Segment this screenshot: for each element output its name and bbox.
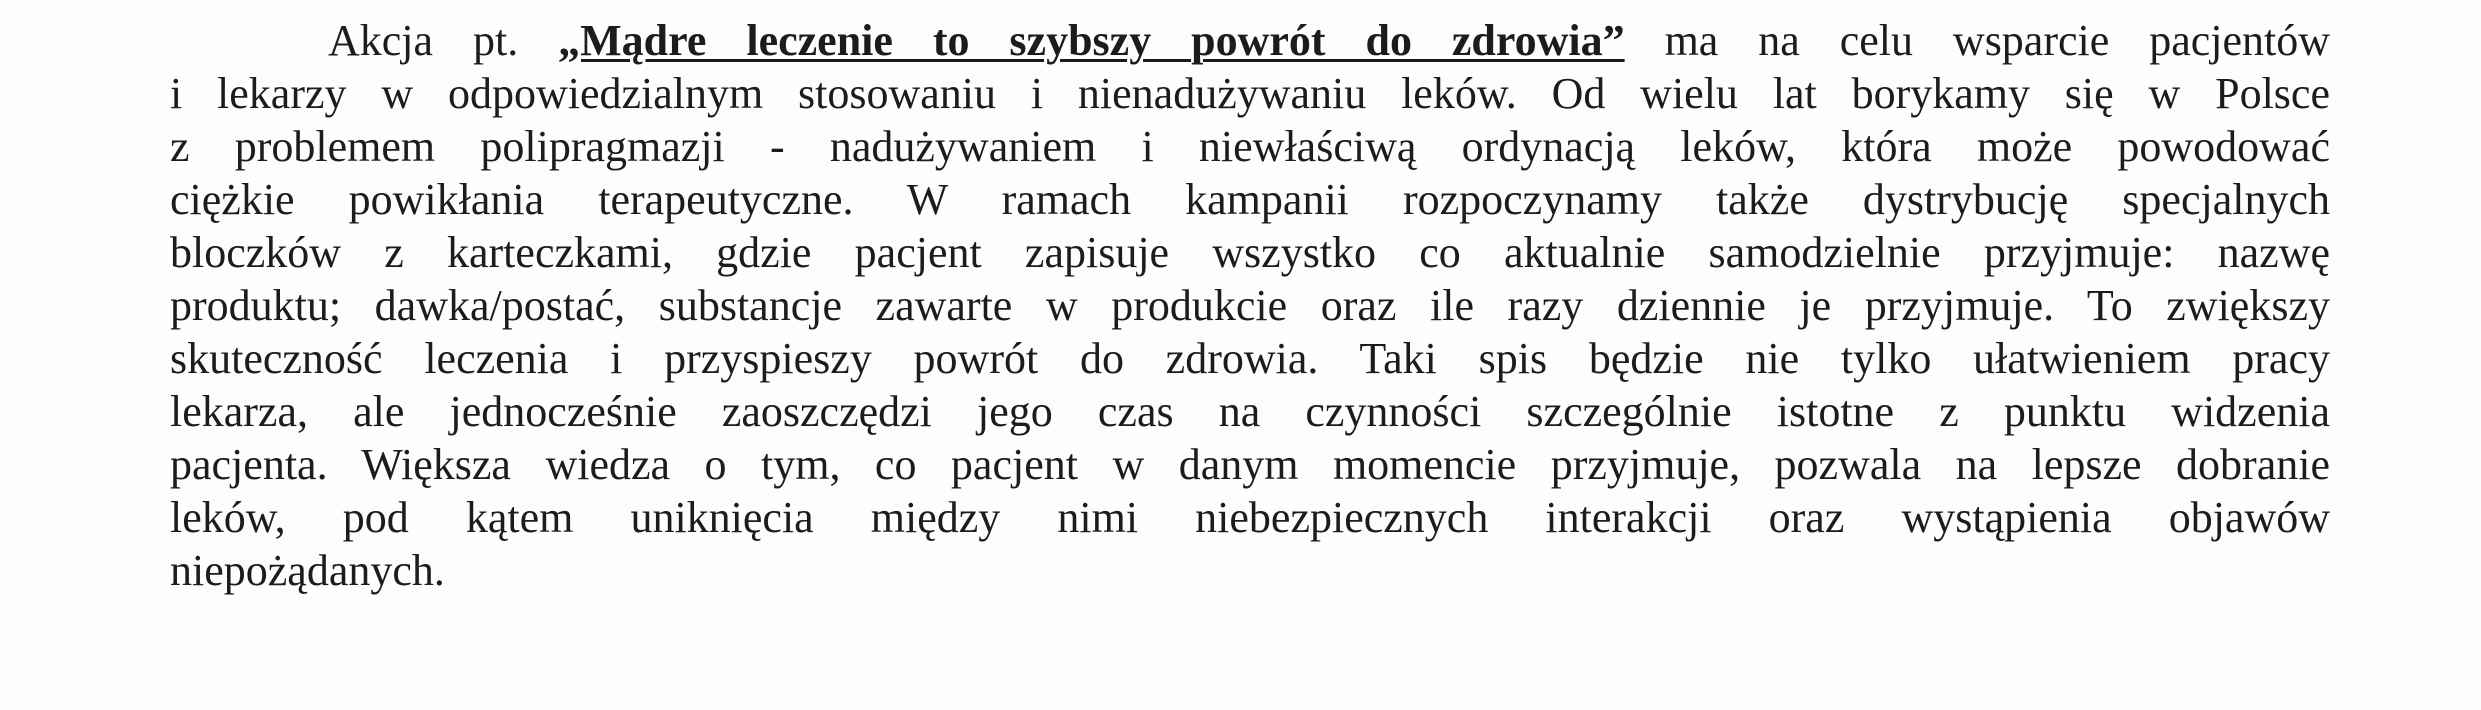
paragraph-line-10: leków, pod kątem uniknięcia między nimi niebezpiecznych interakcji oraz wystąpienia objawów bbox=[170, 493, 2330, 542]
paragraph-line-4: ciężkie powikłania terapeutyczne. W ramach kampanii rozpoczynamy także dystrybucję specjalnych bbox=[170, 175, 2330, 224]
line-1-rest: ma na celu wsparcie pacjentów bbox=[1664, 16, 2331, 65]
campaign-paragraph bbox=[170, 14, 2330, 597]
paragraph-line-2: i lekarzy w odpowiedzialnym stosowaniu i nienadużywaniu leków. Od wielu lat borykamy się w Polsce bbox=[170, 69, 2330, 118]
paragraph-line-11: niepożądanych. bbox=[170, 546, 445, 595]
campaign-title: „Mądre leczenie to szybszy powrót do zdrowia” bbox=[558, 16, 1625, 65]
paragraph-line-7: skuteczność leczenia i przyspieszy powrót do zdrowia. Taki spis będzie nie tylko ułatwieniem pracy bbox=[170, 334, 2330, 383]
paragraph-line-6: produktu; dawka/postać, substancje zawarte w produkcie oraz ile razy dziennie je przyjmuje. To zwiększy bbox=[170, 281, 2330, 330]
paragraph-line-8: lekarza, ale jednocześnie zaoszczędzi jego czas na czynności szczególnie istotne z punktu widzenia bbox=[170, 387, 2330, 436]
intro-text: Akcja pt. bbox=[328, 16, 519, 65]
paragraph-line-9: pacjenta. Większa wiedza o tym, co pacjent w danym momencie przyjmuje, pozwala na lepsze dobranie bbox=[170, 440, 2330, 489]
paragraph-line-5: bloczków z karteczkami, gdzie pacjent zapisuje wszystko co aktualnie samodzielnie przyjmuje: nazwę bbox=[170, 228, 2330, 277]
paragraph-line-1 bbox=[170, 14, 2330, 67]
paragraph-line-3: z problemem polipragmazji - nadużywaniem i niewłaściwą ordynacją leków, która może powodować bbox=[170, 122, 2330, 171]
